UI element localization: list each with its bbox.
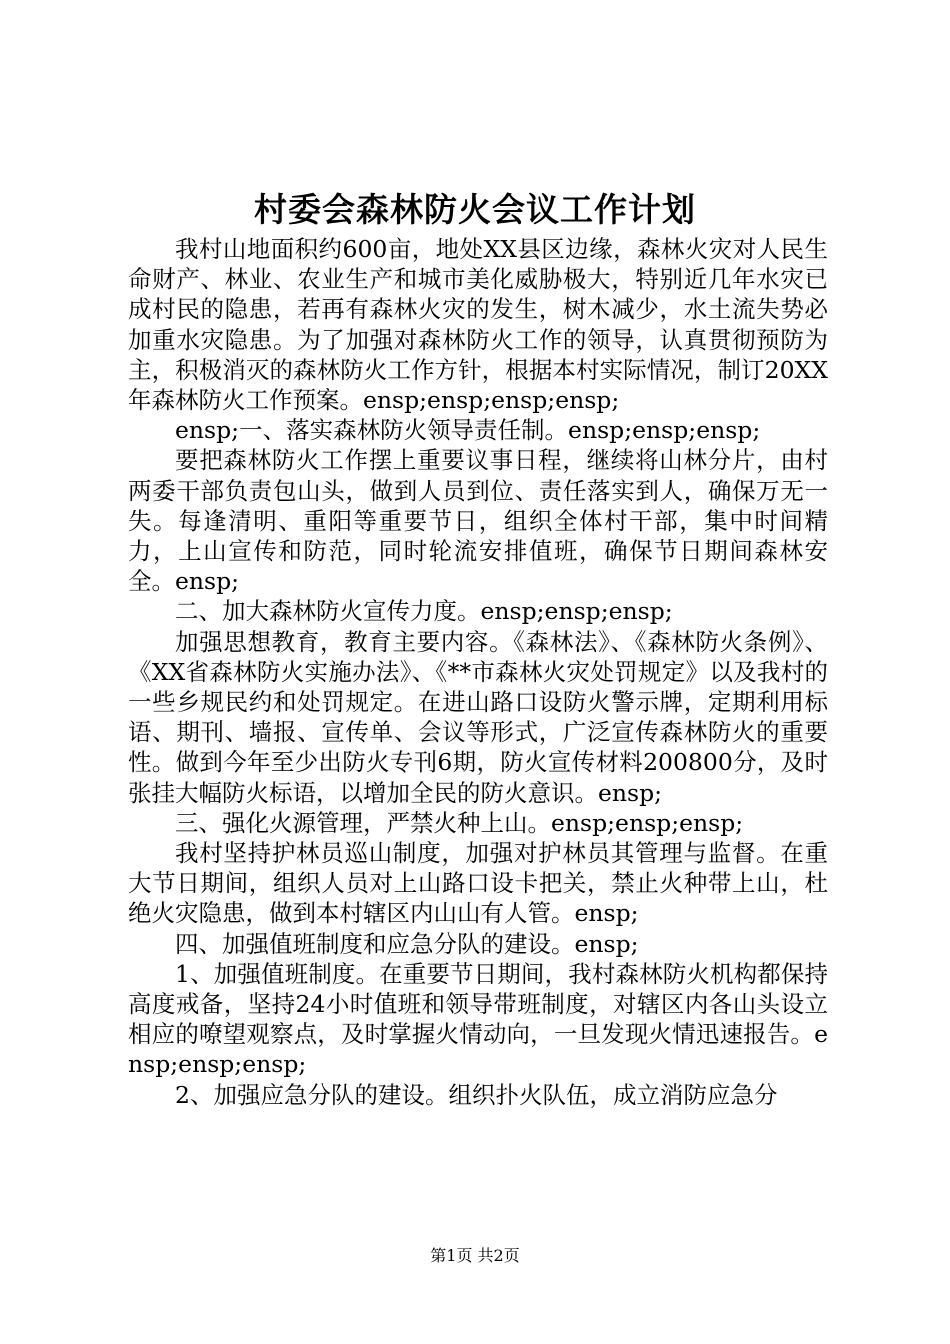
section-heading-3: 三、强化火源管理，严禁火种上山。ensp;ensp;ensp; [175, 808, 744, 837]
paragraph-section-4-item-1: 1、加强值班制度。在重要节日期间，我村森林防火机构都保持高度戒备，坚持24小时值班和领导带班制度，对辖区内各山头设立相应的嘹望观察点，及时掌握火情动向，一旦发现火情迅速报告。ensp;ensp;ensp; [128, 959, 828, 1079]
paragraph-section-4-item-2: 2、加强应急分队的建设。组织扑火队伍，成立消防应急分 [175, 1080, 778, 1109]
paragraph-intro: 我村山地面积约600亩，地处XX县区边缘，森林火灾对人民生命财产、林业、农业生产和城市美化威胁极大，特别近几年水灾已成村民的隐患，若再有森林火灾的发生，树木减少，水土流失势必加重水灾隐患。为了加强对森林防火工作的领导，认真贯彻预防为主，积极消灭的森林防火工作方针，根据本村实际情况，制订20XX年森林防火工作预案。ensp;ensp;ensp;ensp; [128, 235, 828, 415]
page-number-footer: 第1页 共2页 [430, 1246, 520, 1265]
section-heading-2: 二、加大森林防火宣传力度。ensp;ensp;ensp; [175, 597, 673, 626]
paragraph-section-3: 我村坚持护林员巡山制度，加强对护林员其管理与监督。在重大节日期间，组织人员对上山路口设卡把关，禁止火种带上山，杜绝火灾隐患，做到本村辖区内山山有人管。ensp; [128, 839, 828, 928]
document-body [128, 234, 828, 1110]
section-heading-4: 四、加强值班制度和应急分队的建设。ensp; [175, 929, 639, 958]
paragraph-section-1: 要把森林防火工作摆上重要议事日程，继续将山林分片，由村两委干部负责包山头，做到人员到位、责任落实到人，确保万无一失。每逢清明、重阳等重要节日，组织全体村干部，集中时间精力，上山宣传和防范，同时轮流安排值班，确保节日期间森林安全。ensp; [128, 446, 828, 596]
paragraph-section-2: 加强思想教育，教育主要内容。《森林法》、《森林防火条例》、《XX省森林防火实施办法》、《**市森林火灾处罚规定》以及我村的一些乡规民约和处罚规定。在进山路口设防火警示牌，定期利用标语、期刊、墙报、宣传单、会议等形式，广泛宣传森林防火的重要性。做到今年至少出防火专刊6期，防火宣传材料200800分，及时张挂大幅防火标语，以增加全民的防火意识。ensp; [128, 627, 828, 807]
document-title: 村委会森林防火会议工作计划 [254, 190, 696, 229]
section-heading-1: ensp;一、落实森林防火领导责任制。ensp;ensp;ensp; [175, 416, 761, 445]
